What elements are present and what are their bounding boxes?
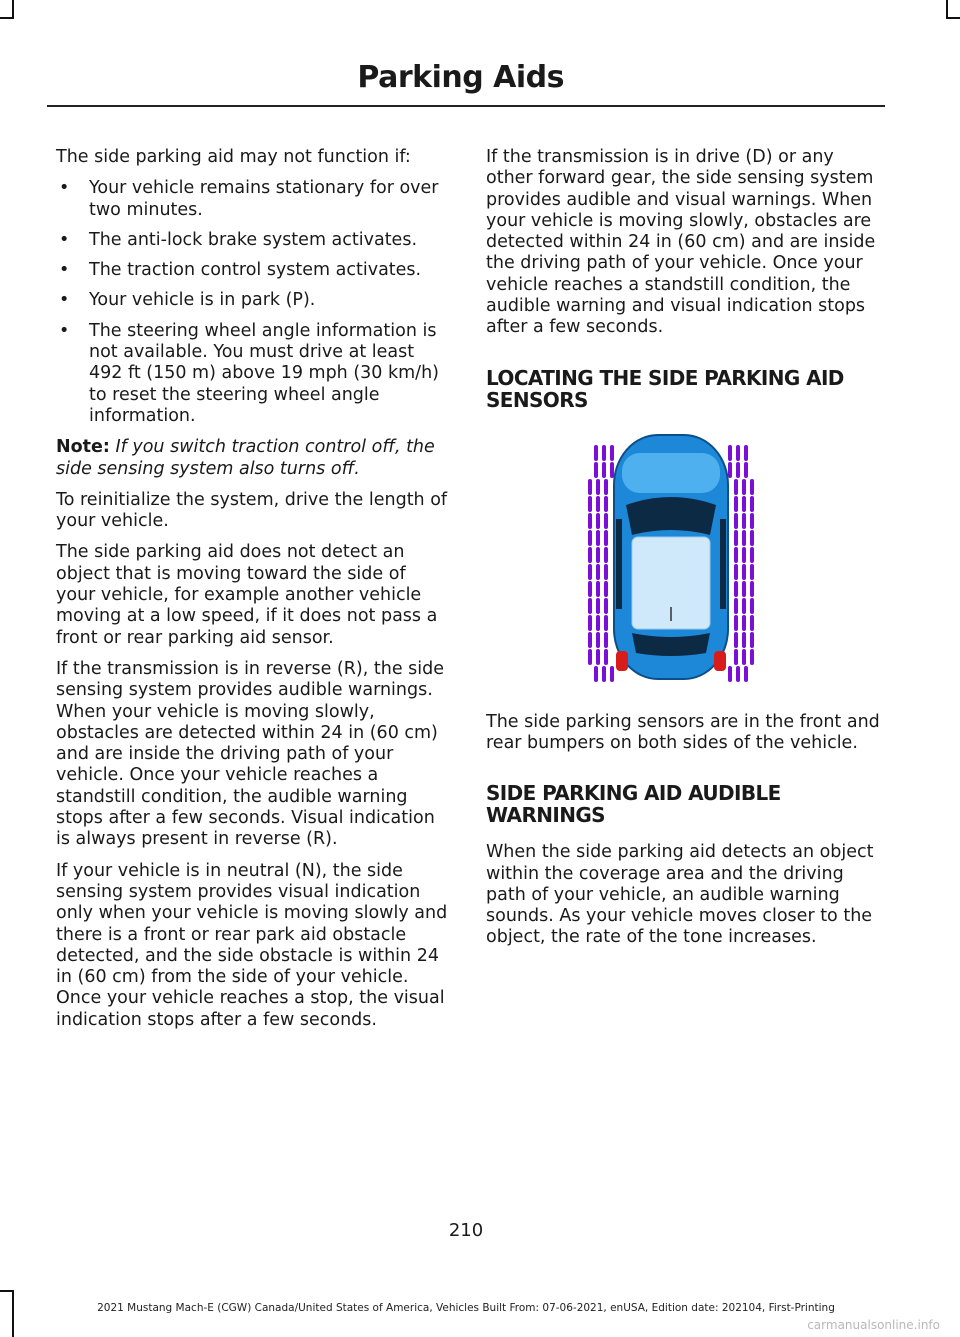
crop-mark <box>946 17 960 19</box>
paragraph: The side parking sensors are in the front and rear bumpers on both sides of the vehicle. <box>486 711 880 753</box>
crop-mark <box>946 0 948 18</box>
paragraph: When the side parking aid detects an object within the coverage area and the driving path of your vehicle, an audible warning sounds. As your vehicle moves closer to the object, the rate of the tone increases. <box>486 842 874 948</box>
paragraph: The side parking aid does not detect an object that is moving toward the side of your vehicle, for example another vehicle moving at a low speed, if it does not pass a front or rear parking aid sensor. <box>56 542 438 648</box>
car-body <box>614 435 728 679</box>
note <box>56 437 448 480</box>
sensor-figure <box>486 427 882 692</box>
paragraph: To reinitialize the system, drive the length of your vehicle. <box>56 489 448 532</box>
intro-text: The side parking aid may not function if: <box>56 147 411 167</box>
footer: 2021 Mustang Mach-E (CGW) Canada/United States of America, Vehicles Built From: 07-06-2021, enUSA, Edition date: 202104, First-Printing <box>97 1302 835 1314</box>
right-column <box>486 147 882 959</box>
section-heading: SIDE PARKING AID AUDIBLE WARNINGS <box>486 781 781 828</box>
page-number: 210 <box>448 1220 484 1241</box>
note-text: If you switch traction control off, the side sensing system also turns off. <box>56 437 435 479</box>
bullet-list <box>56 178 448 427</box>
paragraph: If the transmission is in drive (D) or any other forward gear, the side sensing system provides audible and visual warnings. When your vehicle is moving slowly, obstacles are detected within 24 in (60 cm) and are inside the driving path of your vehicle. Once your vehicle reaches a standstill condition, the audible warning and visual indication stops after a few seconds. <box>486 147 876 338</box>
list-item: • The steering wheel angle information is not available. You must drive at least 492 ft (150 m) above 19 mph (30 km/h) to reset the steering wheel angle information. <box>56 321 448 427</box>
crop-mark <box>12 0 14 18</box>
page-title: Parking Aids <box>357 60 564 95</box>
list-item: • The anti-lock brake system activates. <box>56 230 448 251</box>
crop-mark <box>0 17 14 19</box>
note-label: Note: <box>56 437 110 458</box>
crop-mark <box>0 1290 14 1292</box>
header-rule <box>47 105 885 107</box>
list-item: • The traction control system activates. <box>56 260 448 281</box>
watermark: carmanualsonline.info <box>807 1318 940 1332</box>
section-heading: LOCATING THE SIDE PARKING AID SENSORS <box>486 365 844 412</box>
paragraph: If the transmission is in reverse (R), the side sensing system provides audible warnings. When your vehicle is moving slowly, obstacles are detected within 24 in (60 cm) and are inside the driving path of your vehicle. Once your vehicle reaches a standstill condition, the audible warning stops after a few seconds. Visual indication is always present in reverse (R). <box>56 658 444 850</box>
list-item: • Your vehicle remains stationary for over two minutes. <box>56 178 448 221</box>
car-top-view-illustration <box>586 427 756 687</box>
paragraph: If your vehicle is in neutral (N), the side sensing system provides visual indication only when your vehicle is moving slowly and there is a front or rear park aid obstacle detected, and the side obstacle is within 24 in (60 cm) from the side of your vehicle. Once your vehicle reaches a stop, the visual indication stops after a few seconds. <box>56 860 448 1030</box>
left-column <box>56 147 448 1041</box>
list-item: • Your vehicle is in park (P). <box>56 290 448 311</box>
